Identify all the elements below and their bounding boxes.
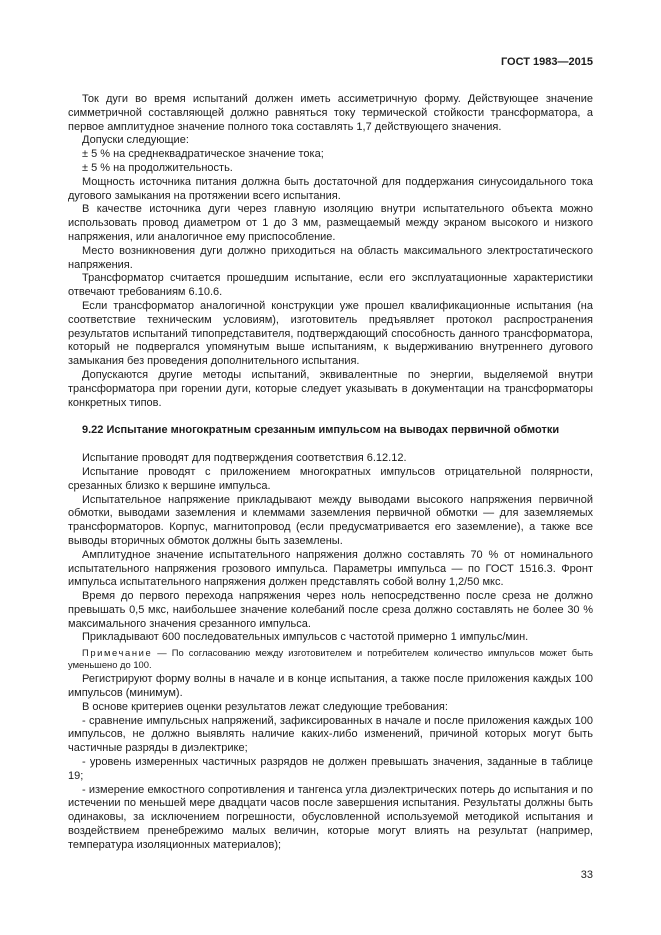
paragraph: Ток дуги во время испытаний должен иметь ассиметричную форму. Действующее значение симметричной составляющей должно равняться току термической стойкости трансформатора, а первое амплитудное значение полного тока составлять 1,7 действующего значения.	[68, 93, 593, 133]
paragraph: Место возникновения дуги должно приходиться на область максимального электростатического напряжения.	[68, 244, 593, 271]
paragraph: Амплитудное значение испытательного напряжения должно составлять 70 % от номинального испытательного напряжения грозового импульса. Параметры импульса — по ГОСТ 1516.3. Фронт импульса испытательного напряжения должен представлять собой волну 1,2/50 мкс.	[68, 548, 593, 589]
document-body	[68, 93, 593, 853]
criteria-list-item: - сравнение импульсных напряжений, зафиксированных в начале и после приложения каждых 100 импульсов, не должно выявлять наличие каких-либо изменений, причиной которых могут быть частичные разряды в диэлектрике;	[68, 714, 593, 755]
paragraph: Испытание проводят для подтверждения соответствия 6.12.12.	[82, 452, 407, 465]
note-paragraph	[68, 647, 593, 671]
paragraph: Время до первого перехода напряжения через ноль непосредственно после среза не должно превышать 0,5 мкс, наибольшее значение колебаний после среза должно составлять не более 30 % максимального значения срезанного импульса.	[68, 590, 593, 630]
paragraph: Если трансформатор аналогичной конструкции уже прошел квалификационные испытания (на соответствие техническим условиям), изготовитель предъявляет протокол распространения результатов испытаний типопредставителя, подтверждающий способность данного трансформатора, который не подвергался упомянутым выше испытаниям, к выдерживанию внутреннего дугового замыкания без проведения дополнительного испытания.	[68, 299, 593, 368]
paragraph: Испытательное напряжение прикладывают между выводами высокого напряжения первичной обмотки, выводами заземления и клеммами заземления первичной обмотки — для заземляемых трансформаторов. Корпус, магнитопровод (если предусматривается его заземление), а также все выводы вторичных обмоток должны быть заземлены.	[68, 493, 593, 547]
paragraph: В основе критериев оценки результатов лежат следующие требования:	[82, 700, 448, 713]
paragraph: Испытание проводят с приложением многократных импульсов отрицательной полярности, срезанных близко к вершине импульса.	[68, 465, 593, 492]
tolerance-item: ± 5 % на среднеквадратическое значение тока;	[82, 148, 324, 161]
paragraph: Регистрируют форму волны в начале и в конце испытания, а также после приложения каждых 100 импульсов (минимум).	[68, 673, 593, 700]
paragraph: В качестве источника дуги через главную изоляцию внутри испытательного объекта можно использовать провод диаметром от 1 до 3 мм, размещаемый между экраном высокого и низкого напряжения, или аналогичное ему приспособление.	[68, 203, 593, 243]
paragraph: Трансформатор считается прошедшим испытание, если его эксплуатационные характеристики отвечают требованиям 6.10.6.	[68, 272, 593, 299]
note-text: — По согласованию между изготовителем и потребителем количество импульсов может быть уменьшено до 100.	[68, 647, 593, 671]
page-number: 33	[580, 869, 593, 881]
tolerance-item: ± 5 % на продолжительность.	[82, 161, 233, 174]
doc-code-header: ГОСТ 1983—2015	[500, 56, 593, 68]
criteria-list-item: - уровень измеренных частичных разрядов не должен превышать значения, заданные в таблице 19;	[68, 756, 593, 782]
paragraph: Допуски следующие:	[82, 134, 189, 147]
note-label: Примечание	[82, 647, 153, 659]
paragraph: Мощность источника питания должна быть достаточной для поддержания синусоидального тока дугового замыкания на протяжении всего испытания.	[68, 175, 593, 202]
section-heading-9-22: 9.22 Испытание многократным срезанным импульсом на выводах первичной обмотки	[82, 424, 560, 437]
criteria-list-item: - измерение емкостного сопротивления и тангенса угла диэлектрических потерь до испытания и по истечении по меньшей мере двадцати часов после завершения испытания. Результаты должны быть одинаковы, за исключением погрешности, обусловленной используемой методикой испытания и воздействием пренебрежимо малых величин, которые могут влиять на результат (например, температура изоляционных материалов);	[68, 783, 593, 851]
paragraph: Допускаются другие методы испытаний, эквивалентные по энергии, выделяемой внутри трансформатора при горении дуги, которые следует указывать в документации на трансформаторы конкретных типов.	[68, 368, 593, 409]
paragraph: Прикладывают 600 последовательных импульсов с частотой примерно 1 импульс/мин.	[82, 631, 529, 644]
